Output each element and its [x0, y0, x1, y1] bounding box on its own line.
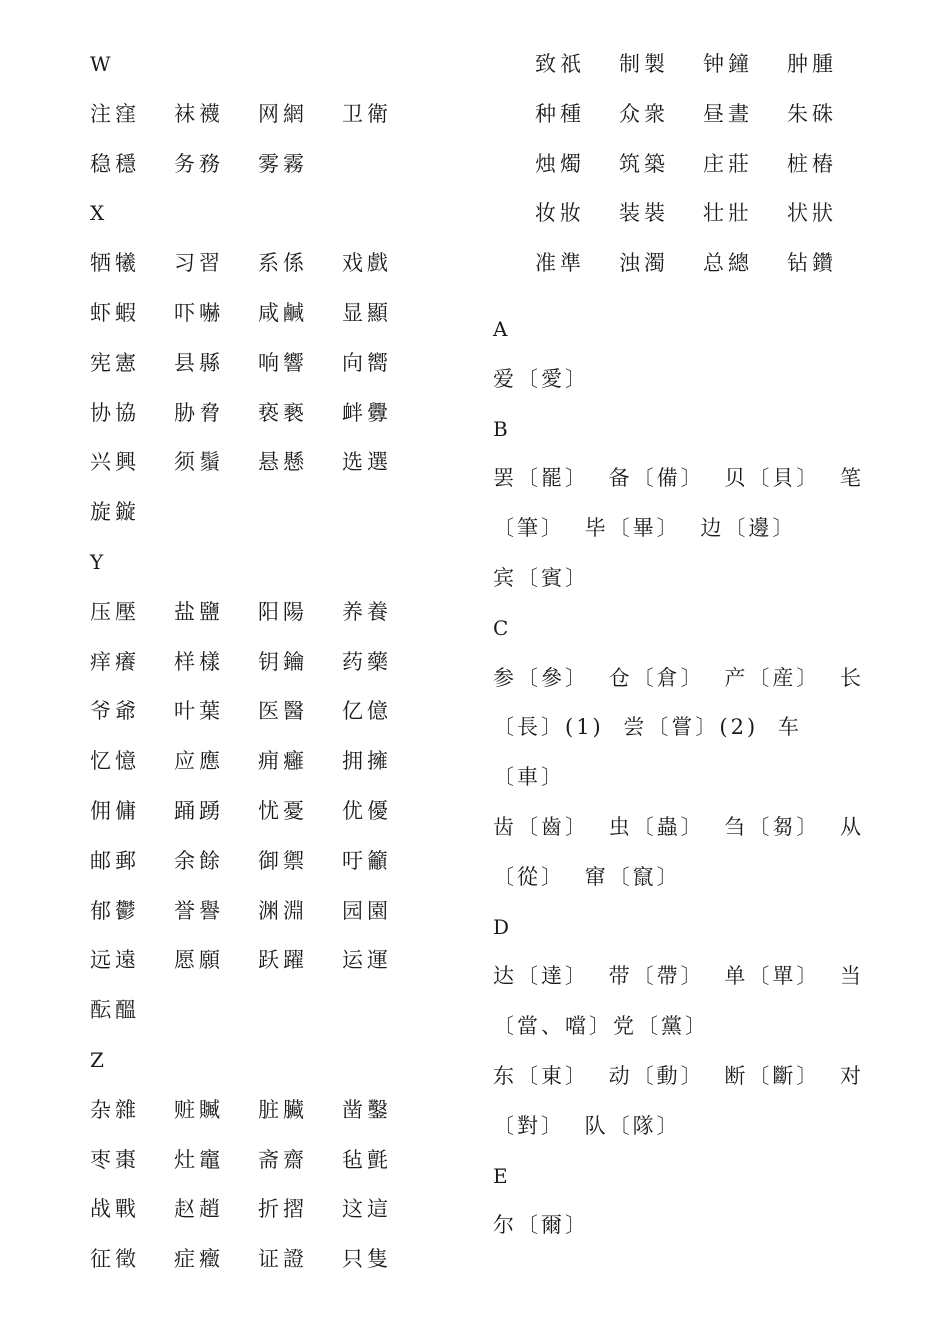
char-pair: 旋鏇	[90, 500, 140, 525]
section-letter: C	[493, 615, 509, 640]
char-pair: 医醫	[258, 699, 308, 724]
char-pair: 装裝	[619, 201, 669, 226]
char-pair: 佣傭	[90, 798, 140, 823]
char-pair: 痈癰	[258, 749, 308, 774]
char-pair: 响響	[258, 350, 308, 375]
char-pair-row	[535, 90, 935, 140]
char-pair: 准準	[535, 251, 585, 276]
char-pair: 向嚮	[342, 350, 392, 375]
char-pair: 脏臟	[258, 1097, 308, 1122]
char-pair-row	[90, 389, 420, 439]
char-pair: 郁鬱	[90, 898, 140, 923]
char-pair: 须鬚	[174, 450, 224, 475]
char-pair-row	[90, 887, 420, 937]
char-pair: 斋齋	[258, 1147, 308, 1172]
char-pair-row	[90, 936, 420, 986]
entry-paragraph	[493, 454, 883, 603]
char-pair: 钟鐘	[703, 52, 753, 76]
char-pair: 毡氈	[342, 1147, 392, 1172]
char-pair-row	[90, 1136, 420, 1186]
char-pair: 牺犧	[90, 251, 140, 276]
char-pair: 阳陽	[258, 599, 308, 624]
char-pair: 只隻	[342, 1247, 392, 1272]
char-pair: 养養	[342, 599, 392, 624]
char-pair: 虾蝦	[90, 300, 140, 325]
char-pair: 邮郵	[90, 848, 140, 873]
char-pair: 折摺	[258, 1197, 308, 1222]
char-pair-row	[535, 189, 935, 239]
section-letter: D	[493, 914, 510, 939]
left-column	[90, 40, 420, 1285]
entry-line: 尔〔爾〕	[493, 1213, 589, 1238]
char-pair: 网網	[258, 101, 308, 126]
char-pair: 这這	[342, 1197, 392, 1222]
char-pair: 咸鹹	[258, 300, 308, 325]
char-pair: 爷爺	[90, 699, 140, 724]
char-pair-row	[90, 438, 420, 488]
char-pair: 胁脅	[174, 400, 224, 425]
section-letter: E	[493, 1163, 508, 1188]
entry-paragraph	[493, 952, 883, 1151]
char-pair: 亿億	[342, 699, 392, 724]
char-pair-row	[90, 289, 420, 339]
section-letter: W	[90, 52, 111, 76]
char-pair-row	[90, 638, 420, 688]
char-pair: 系係	[258, 251, 308, 276]
entry-line: 东〔東〕 动〔動〕 断〔斷〕 对	[493, 1063, 865, 1088]
char-pair-row	[90, 837, 420, 887]
right-column-list	[493, 305, 883, 1251]
entry-line: 宾〔賓〕	[493, 565, 589, 590]
char-pair: 余餘	[174, 848, 224, 873]
char-pair-row	[90, 1235, 420, 1285]
entry-paragraph	[493, 1201, 883, 1251]
char-pair: 昼晝	[703, 101, 753, 126]
char-pair: 压壓	[90, 599, 140, 624]
char-pair-row	[90, 986, 420, 1036]
char-pair: 拥擁	[342, 749, 392, 774]
char-pair: 钻鑽	[787, 251, 837, 276]
char-pair-row	[90, 239, 420, 289]
char-pair: 妆妝	[535, 201, 585, 226]
char-pair: 叶葉	[174, 699, 224, 724]
char-pair: 灶竈	[174, 1147, 224, 1172]
entry-line: 罢〔罷〕 备〔備〕 贝〔貝〕 笔	[493, 466, 865, 491]
char-pair-row	[535, 140, 935, 190]
char-pair: 袜襪	[174, 101, 224, 126]
char-pair: 雾霧	[258, 151, 308, 176]
char-pair: 习習	[174, 251, 224, 276]
char-pair: 杂雜	[90, 1097, 140, 1122]
char-pair: 症癥	[174, 1247, 224, 1272]
char-pair: 誉譽	[174, 898, 224, 923]
entry-line: 齿〔齒〕 虫〔蟲〕 刍〔芻〕 从	[493, 814, 865, 839]
char-pair: 痒癢	[90, 649, 140, 674]
char-pair: 众衆	[619, 101, 669, 126]
char-pair: 致祇	[535, 52, 585, 76]
char-pair: 衅釁	[342, 400, 392, 425]
char-pair: 药藥	[342, 649, 392, 674]
char-pair-row	[535, 40, 935, 90]
char-pair: 忧憂	[258, 798, 308, 823]
entry-paragraph	[493, 355, 883, 405]
char-pair: 园園	[342, 898, 392, 923]
section-letter: Z	[90, 1047, 104, 1072]
char-pair: 显顯	[342, 300, 392, 325]
char-pair: 吁籲	[342, 848, 392, 873]
char-pair: 酝醞	[90, 998, 140, 1023]
entry-line: 参〔參〕 仓〔倉〕 产〔産〕 长	[493, 665, 865, 690]
char-pair: 应應	[174, 749, 224, 774]
char-pair-row	[90, 339, 420, 389]
char-pair: 务務	[174, 151, 224, 176]
char-pair: 愿願	[174, 948, 224, 973]
char-pair-row	[90, 687, 420, 737]
char-pair-row	[90, 787, 420, 837]
char-pair-row	[90, 140, 420, 190]
char-pair: 渊淵	[258, 898, 308, 923]
char-pair: 枣棗	[90, 1147, 140, 1172]
entry-line: 达〔達〕 带〔帶〕 单〔單〕 当	[493, 964, 865, 989]
section-letter: X	[90, 201, 105, 226]
char-pair: 亵褻	[258, 400, 308, 425]
right-column-top-table	[535, 40, 935, 289]
char-pair: 选選	[342, 450, 392, 475]
char-pair: 兴興	[90, 450, 140, 475]
entry-line: 〔對〕 队〔隊〕	[493, 1113, 681, 1138]
char-pair-row	[90, 737, 420, 787]
char-pair: 朱硃	[787, 101, 837, 126]
char-pair: 浊濁	[619, 251, 669, 276]
entry-line: 〔當、噹〕党〔黨〕	[493, 1014, 709, 1039]
entry-line: 〔長〕(1) 尝〔嘗〕(2) 车	[493, 715, 802, 740]
char-pair: 宪憲	[90, 350, 140, 375]
char-pair: 凿鑿	[342, 1097, 392, 1122]
char-pair-row	[90, 1086, 420, 1136]
char-pair-row	[90, 90, 420, 140]
char-pair: 证證	[258, 1247, 308, 1272]
char-pair: 县縣	[174, 350, 224, 375]
char-pair: 庄莊	[703, 151, 753, 176]
entry-line: 〔從〕 窜〔竄〕	[493, 864, 681, 889]
section-letter: B	[493, 416, 508, 441]
char-pair: 样樣	[174, 649, 224, 674]
char-pair: 总總	[703, 251, 753, 276]
entry-line: 爱〔愛〕	[493, 366, 589, 391]
entry-line: 〔車〕	[493, 765, 565, 790]
char-pair: 忆憶	[90, 749, 140, 774]
section-letter: A	[493, 317, 508, 341]
char-pair: 协協	[90, 400, 140, 425]
entry-paragraph	[493, 654, 883, 903]
char-pair: 战戰	[90, 1197, 140, 1222]
char-pair-row	[90, 1185, 420, 1235]
char-pair: 桩樁	[787, 151, 837, 176]
char-pair: 悬懸	[258, 450, 308, 475]
char-pair: 筑築	[619, 151, 669, 176]
char-pair: 赃贓	[174, 1097, 224, 1122]
char-pair: 稳穩	[90, 151, 140, 176]
char-pair: 卫衛	[342, 101, 392, 126]
char-pair: 吓嚇	[174, 300, 224, 325]
char-pair: 运運	[342, 948, 392, 973]
char-pair: 烛燭	[535, 151, 585, 176]
char-pair: 壮壯	[703, 201, 753, 226]
char-pair: 肿腫	[787, 52, 837, 76]
section-letter: Y	[90, 549, 104, 574]
char-pair: 御禦	[258, 848, 308, 873]
char-pair-row	[535, 239, 935, 289]
char-pair: 盐鹽	[174, 599, 224, 624]
char-pair: 征徵	[90, 1247, 140, 1272]
char-pair: 制製	[619, 52, 669, 76]
char-pair: 钥鑰	[258, 649, 308, 674]
entry-line: 〔筆〕 毕〔畢〕 边〔邊〕	[493, 516, 797, 541]
char-pair: 跃躍	[258, 948, 308, 973]
char-pair: 戏戲	[342, 251, 392, 276]
char-pair: 种種	[535, 101, 585, 126]
char-pair: 远遠	[90, 948, 140, 973]
char-pair: 状狀	[787, 201, 837, 226]
char-pair-row	[90, 588, 420, 638]
char-pair: 优優	[342, 798, 392, 823]
char-pair: 踊踴	[174, 798, 224, 823]
char-pair-row	[90, 488, 420, 538]
char-pair: 赵趙	[174, 1197, 224, 1222]
char-pair: 注窪	[90, 101, 140, 126]
